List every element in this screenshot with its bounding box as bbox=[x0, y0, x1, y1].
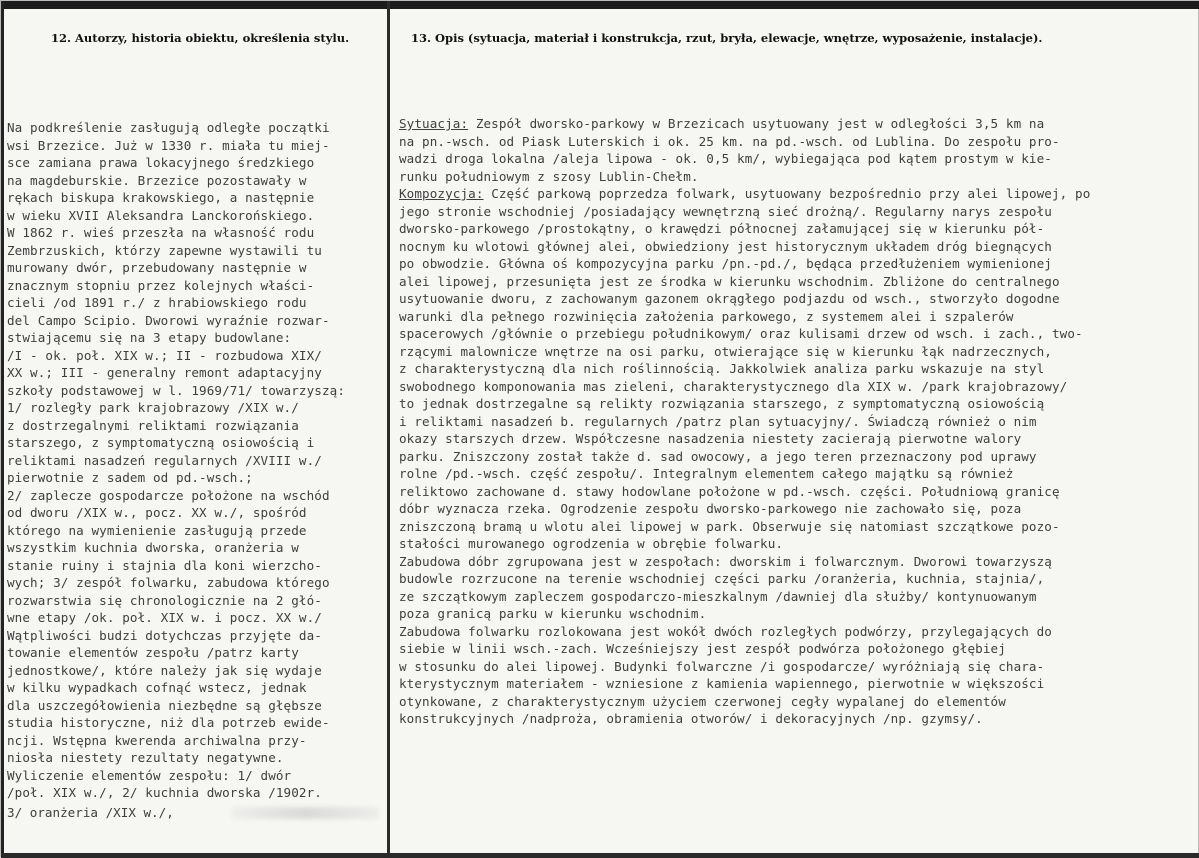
description-text-line: dworsko-parkowego /prostokątny, o krawędzi północnej załamującej się w kierunku pół- bbox=[399, 221, 1045, 236]
history-text-line: znacznym stopniu przez kolejnych właści- bbox=[7, 277, 315, 293]
history-text-line: Wątpliwości budzi dotychczas przyjęte da- bbox=[7, 627, 322, 643]
description-text-line: kterystycznym materiałem - wzniesione z kamienia wapiennego, pierwotnie w większości bbox=[399, 676, 1045, 691]
history-text-line: towanie elementów zespołu /patrz karty bbox=[7, 645, 299, 660]
history-text-tail: 3/ oranżeria /XIX w./, bbox=[7, 805, 174, 820]
section-13-heading: 13. Opis (sytuacja, materiał i konstrukcja, rzut, bryła, elewacje, wnętrze, wyposażenie, instalacje). bbox=[411, 31, 1043, 45]
card-top-edge bbox=[1, 1, 1199, 9]
history-text-line: pierwotnie z sadem od pd.-wsch.; bbox=[7, 470, 253, 485]
column-divider bbox=[387, 1, 390, 858]
history-text-line: niosła niestety rezultaty negatywne. bbox=[7, 750, 284, 765]
history-text-line: od dworu /XIX w., pocz. XX w./, spośród bbox=[7, 505, 307, 520]
history-text-line: jednostkowe/, które należy jak się wydaje bbox=[7, 662, 322, 678]
history-text-line: ncji. Wstępna kwerenda archiwalna przy- bbox=[7, 732, 307, 748]
description-text-line: na pn.-wsch. od Piask Luterskich i ok. 25 km. na pd.-wsch. od Lublina. Do zespołu pro- bbox=[399, 133, 1060, 149]
history-text-line: z dostrzegalnymi reliktami rozwiązania bbox=[7, 417, 299, 433]
history-text-line: del Campo Scipio. Dworowi wyraźnie rozwar- bbox=[7, 312, 330, 328]
history-text-line: /poł. XIX w./, 2/ kuchnia dworska /1902r. bbox=[7, 785, 322, 800]
description-text-line: wadzi droga lokalna /aleja lipowa - ok. 0,5 km/, wybiegająca pod kątem prostym w kie- bbox=[399, 151, 1052, 166]
history-text-line: Na podkreślenie zasługują odległe początki bbox=[7, 120, 330, 135]
description-text-line: ze szczątkowym zapleczem gospodarczo-mieszkalnym /dawniej dla służby/ kontynuowanym bbox=[399, 588, 1037, 604]
history-text-line: rękach biskupa krakowskiego, a następnie bbox=[7, 190, 315, 205]
history-text-line: dla uszczegółowienia niezbędne są głębsze bbox=[7, 697, 322, 713]
history-text-line: cieli /od 1891 r./ z hrabiowskiego rodu bbox=[7, 295, 307, 310]
description-text-line: konstrukcyjnych /nadproża, obramienia otworów/ i dekoracyjnych /np. gzymsy/. bbox=[399, 711, 983, 726]
history-text-line: szkoły podstawowej w l. 1969/71/ towarzyszą: bbox=[7, 382, 346, 398]
history-text-line: w kilku wypadkach cofnąć wstecz, jednak bbox=[7, 680, 307, 695]
history-text-line: rozwarstwia się chronologicznie na 2 głó- bbox=[7, 592, 322, 608]
description-text-line: usytuowanie dworu, z zachowanym gazonem okrągłego podjazdu od wsch., stworzyło dogodne bbox=[399, 291, 1060, 306]
history-text-line: wych; 3/ zespół folwarku, zabudowa którego bbox=[7, 575, 330, 590]
history-text-line: wne etapy /ok. poł. XIX w. i pocz. XX w./ bbox=[7, 610, 322, 625]
description-text-line: warunki dla pełnego rozwinięcia założenia parkowego, z systemem alei i szpalerów bbox=[399, 308, 1014, 324]
description-text-line: budowle rozrzucone na terenie wschodniej części parku /oranżeria, kuchnia, stajnia/, bbox=[399, 571, 1045, 586]
description-text-line: w stosunku do alei lipowej. Budynki folwarczne /i gospodarcze/ wyróżniają się chara- bbox=[399, 658, 1045, 674]
history-text-line: Zembrzuskich, którzy zapewne wystawili tu bbox=[7, 242, 322, 258]
description-text-line: poza granicą parku w kierunku wschodnim. bbox=[399, 606, 707, 621]
description-text-line: z charakterystyczną dla nich roślinnością. Jakkolwiek analiza parku wskazuje na styl bbox=[399, 361, 1045, 376]
description-text-line: otynkowane, z charakterystycznym użyciem czerwonej cegły wypalanej do elementów bbox=[399, 693, 1006, 709]
description-text-line: spacerowych /głównie o przebiegu południkowym/ oraz kulisami drzew od wsch. i zach., two- bbox=[399, 326, 1083, 341]
description-text-line: Kompozycja: Część parkową poprzedza folwark, usytuowany bezpośrednio przy alei lipowej, po bbox=[399, 186, 1091, 201]
history-text-column bbox=[7, 119, 385, 802]
description-text-column bbox=[399, 115, 1191, 728]
history-text-line: 2/ zaplecze gospodarcze położone na wschód bbox=[7, 487, 330, 503]
description-text-line: dóbr wyznacza rzeka. Ogrodzenie zespołu dworsko-parkowego nie zachowało się, poza bbox=[399, 501, 1022, 516]
description-text-line: okazy starszych drzew. Współczesne nasadzenia niestety zacierają pierwotne walory bbox=[399, 431, 1022, 446]
description-text-line: Sytuacja: Zespół dworsko-parkowy w Brzezicach usytuowany jest w odległości 3,5 km na bbox=[399, 116, 1045, 131]
history-text-line: XX w.; III - generalny remont adaptacyjny bbox=[7, 365, 322, 380]
description-text-line: stałości murowanego ogrodzenia w obrębie folwarku. bbox=[399, 536, 784, 551]
description-text-line: jego stronie wschodniej /posiadający wewnętrzną sieć drożną/. Regularny narys zespołu bbox=[399, 203, 1052, 219]
section-label: Kompozycja: bbox=[399, 186, 484, 201]
history-text-line: którego na wymienienie zasługują przede bbox=[7, 522, 307, 538]
history-text-line: murowany dwór, przebudowany następnie w bbox=[7, 260, 307, 275]
description-text-line: nocnym ku wlotowi głównej alei, obwiedziony jest historycznym układem dróg biegnących bbox=[399, 238, 1052, 254]
card-left-edge bbox=[1, 1, 4, 858]
history-text-line: /I - ok. poł. XIX w.; II - rozbudowa XIX/ bbox=[7, 347, 322, 363]
history-text-line: sce zamiana prawa lokacyjnego średzkiego bbox=[7, 155, 315, 170]
history-text-line: reliktami nasadzeń regularnych /XVIII w./ bbox=[7, 452, 322, 468]
description-text-line: alei lipowej, przesunięta jest ze środka w kierunku wschodnim. Zbliżone do centralnego bbox=[399, 273, 1060, 289]
description-text-line: po obwodzie. Główna oś kompozycyjna parku /pn.-pd./, będąca przedłużeniem wymienionej bbox=[399, 256, 1052, 271]
history-text-line: 1/ rozległy park krajobrazowy /XIX w./ bbox=[7, 400, 299, 415]
description-text-line: zniszczoną bramą u wlotu alei lipowej w park. Obserwuje się natomiast szczątkowe pozo- bbox=[399, 518, 1060, 534]
description-text-line: to jednak dostrzegalne są relikty rozwiązania starszego, z symptomatyczną osiowością bbox=[399, 396, 1045, 411]
section-label: Sytuacja: bbox=[399, 116, 469, 131]
description-text-line: Zabudowa dóbr zgrupowana jest w zespołach: dworskim i folwarcznym. Dworowi towarzyszą bbox=[399, 553, 1052, 569]
card-bottom-edge bbox=[1, 853, 1199, 858]
description-text-line: swobodnego komponowania mas zieleni, charakterystycznego dla XIX w. /park krajobrazowy/ bbox=[399, 378, 1068, 394]
description-text-line: rzącymi malownicze wnętrze na osi parku, otwierające się w kierunku łąk nadrzecznych, bbox=[399, 343, 1052, 359]
section-12-heading: 12. Autorzy, historia obiektu, określenia stylu. bbox=[51, 31, 350, 45]
description-text-line: reliktowo zachowane d. stawy hodowlane położone w pd.-wsch. części. Południową granicę bbox=[399, 483, 1060, 499]
history-text-line: wsi Brzezice. Już w 1330 r. miała tu miej- bbox=[7, 137, 330, 153]
history-text-line: wszystkim kuchnia dworska, oranżeria w bbox=[7, 540, 299, 555]
history-text-line: starszego, z symptomatyczną osiowością i bbox=[7, 435, 315, 450]
history-text-line: w wieku XVII Aleksandra Lanckorońskiego. bbox=[7, 207, 315, 223]
description-text-line: parku. Zniszczony został także d. sad owocowy, a jego teren przeznaczony pod uprawy bbox=[399, 448, 1037, 464]
faded-text-region bbox=[231, 807, 379, 819]
history-text-line: studia historyczne, niż dla potrzeb ewide- bbox=[7, 715, 330, 730]
history-text-line: Wyliczenie elementów zespołu: 1/ dwór bbox=[7, 767, 292, 783]
description-text-line: i reliktami nasadzeń b. regularnych /patrz plan sytuacyjny/. Świadczą również o nim bbox=[399, 413, 1037, 429]
description-text-line: siebie w linii wsch.-zach. Wcześniejszy jest zespół podwórza położonego głębiej bbox=[399, 641, 1006, 656]
history-text-line: na magdeburskie. Brzezice pozostawały w bbox=[7, 172, 307, 188]
history-text-line: stanie ruiny i stajnia dla koni wierzcho- bbox=[7, 557, 322, 573]
history-text-line: W 1862 r. wieś przeszła na własność rodu bbox=[7, 225, 315, 240]
description-text-line: rolne /pd.-wsch. część zespołu/. Integralnym elementem całego majątku są również bbox=[399, 466, 1014, 481]
history-text-line: stwiającemu się na 3 etapy budowlane: bbox=[7, 330, 292, 345]
description-text-line: runku południowym z szosy Lublin-Chełm. bbox=[399, 168, 699, 184]
description-text-line: Zabudowa folwarku rozlokowana jest wokół dwóch rozległych podwórzy, przylegających do bbox=[399, 623, 1052, 639]
